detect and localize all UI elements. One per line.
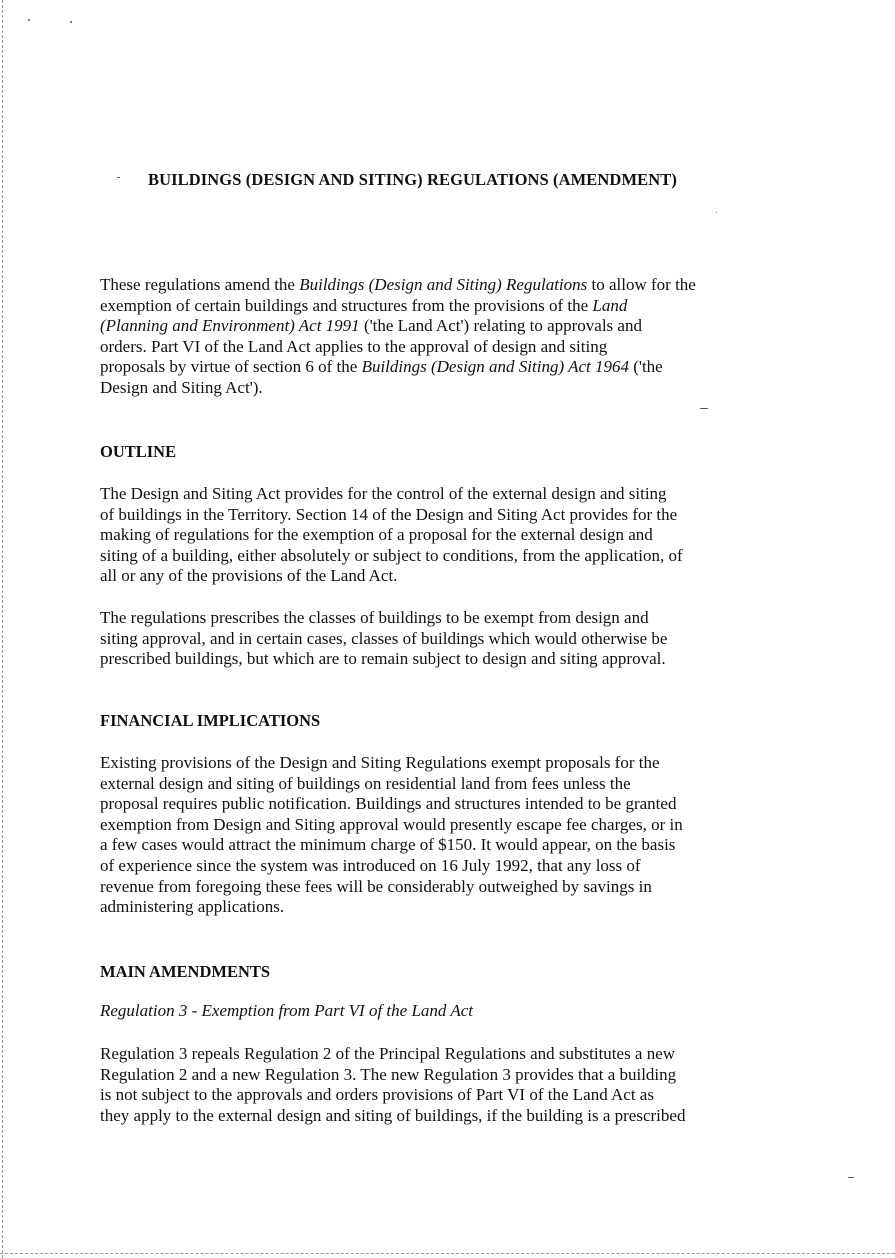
scan-speck (28, 19, 30, 21)
outline-paragraph-1: The Design and Siting Act provides for the control of the external design and siting of buildings in the Territory. Section 14 of the Design and Siting Act provides for the making of regulations for the exemption of a proposal for the external design and siting of a building, either absolutely or subject to conditions, from the application, of all or any of the provisions of the Land Act. (100, 484, 683, 586)
main-amendments-paragraph: Regulation 3 repeals Regulation 2 of the Principal Regulations and substitutes a new Regulation 2 and a new Regulation 3. The new Regulation 3 provides that a building is not subject to the approvals and orders provisions of Part VI of the Land Act as they apply to the external design and siting of buildings, if the building is a prescribed (100, 1044, 686, 1125)
scan-speck (848, 1177, 854, 1178)
outline-heading: OUTLINE (100, 442, 177, 461)
scan-speck (700, 408, 708, 409)
scan-bottom-edge (0, 1253, 895, 1254)
regulation-3-subheading: Regulation 3 - Exemption from Part VI of the Land Act (100, 1001, 474, 1020)
scan-left-edge (2, 0, 3, 1258)
scan-speck (716, 212, 717, 213)
scan-speck (70, 21, 72, 23)
intro-paragraph: These regulations amend the Buildings (Design and Siting) Regulations to allow for the exemption of certain buildings and structures from the provisions of the Land (Planning and Environment) Act 1991 ('the Land Act') relating to approvals and orders. Part VI of the Land Act applies to the approval of design and siting proposals by virtue of section 6 of the Buildings (Design and Siting) Act 1964 ('the Design and Siting Act'). (100, 275, 696, 397)
main-amendments-heading: MAIN AMENDMENTS (100, 962, 271, 981)
financial-heading: FINANCIAL IMPLICATIONS (100, 711, 321, 730)
document-title: BUILDINGS (DESIGN AND SITING) REGULATIONS (AMENDMENT) (148, 170, 677, 189)
scan-speck (117, 177, 120, 178)
financial-paragraph: Existing provisions of the Design and Siting Regulations exempt proposals for the external design and siting of buildings on residential land from fees unless the proposal requires public notification. Buildings and structures intended to be granted exemption from Design and Siting approval would presently escape fee charges, or in a few cases would attract the minimum charge of $150. It would appear, on the basis of experience since the system was introduced on 16 July 1992, that any loss of revenue from foregoing these fees will be considerably outweighed by savings in administering applications. (100, 753, 683, 917)
outline-paragraph-2: The regulations prescribes the classes of buildings to be exempt from design and siting approval, and in certain cases, classes of buildings which would otherwise be prescribed buildings, but which are to remain subject to design and siting approval. (100, 608, 668, 669)
